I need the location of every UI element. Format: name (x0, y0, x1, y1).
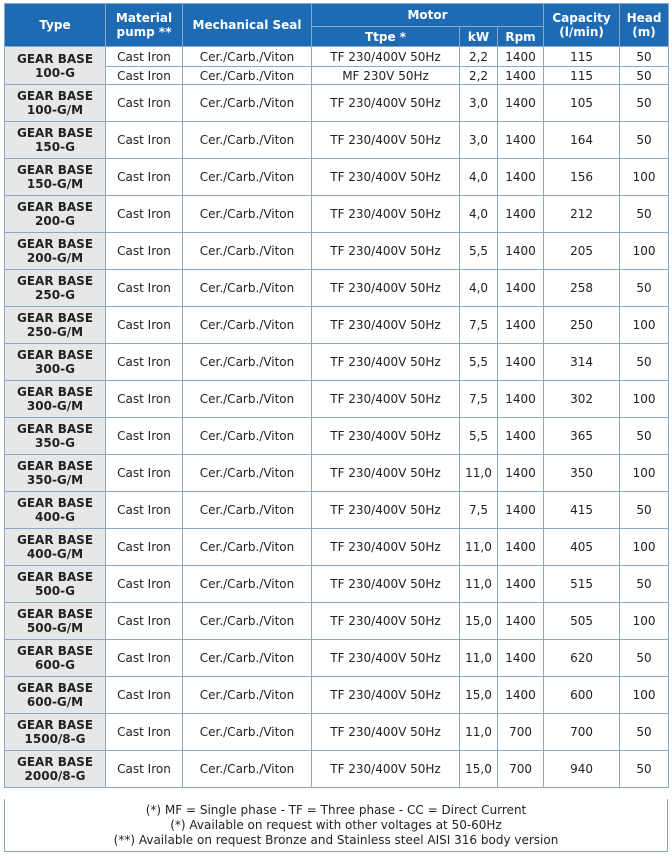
cell-mechanical-seal: Cer./Carb./Viton (183, 47, 312, 67)
cell-head: 50 (620, 270, 669, 307)
cell-type (5, 307, 106, 344)
cell-kw: 7,5 (460, 307, 498, 344)
cell-kw: 11,0 (460, 714, 498, 751)
table-row (5, 233, 669, 270)
cell-rpm: 1400 (498, 122, 544, 159)
cell-motor-type: TF 230/400V 50Hz (312, 603, 460, 640)
type-name-line: GEAR BASE (16, 607, 94, 621)
cell-head: 100 (620, 677, 669, 714)
header-type: Type (5, 4, 106, 47)
cell-capacity: 350 (544, 455, 620, 492)
type-name-line: 600-G/M (26, 695, 84, 709)
cell-capacity: 250 (544, 307, 620, 344)
cell-motor-type: TF 230/400V 50Hz (312, 233, 460, 270)
cell-material: Cast Iron (106, 714, 183, 751)
cell-capacity: 212 (544, 196, 620, 233)
table-row (5, 307, 669, 344)
header-motor: Motor (312, 4, 544, 27)
cell-head: 50 (620, 344, 669, 381)
cell-motor-type: TF 230/400V 50Hz (312, 714, 460, 751)
cell-motor-type: MF 230V 50Hz (312, 67, 460, 85)
table-row (5, 751, 669, 788)
type-name-line: GEAR BASE (16, 274, 94, 288)
cell-type (5, 455, 106, 492)
type-name-line: 100-G/M (26, 103, 84, 117)
cell-rpm: 1400 (498, 566, 544, 603)
cell-type (5, 344, 106, 381)
cell-kw: 5,5 (460, 233, 498, 270)
cell-capacity: 302 (544, 381, 620, 418)
cell-kw: 5,5 (460, 344, 498, 381)
cell-motor-type: TF 230/400V 50Hz (312, 529, 460, 566)
cell-rpm: 1400 (498, 85, 544, 122)
cell-head: 50 (620, 751, 669, 788)
cell-kw: 3,0 (460, 122, 498, 159)
cell-kw: 11,0 (460, 529, 498, 566)
cell-kw: 11,0 (460, 566, 498, 603)
header-material-pump: Material pump ** (106, 4, 183, 47)
cell-material: Cast Iron (106, 159, 183, 196)
table-row (5, 640, 669, 677)
cell-rpm: 1400 (498, 677, 544, 714)
cell-head: 50 (620, 418, 669, 455)
footnote-voltages: (*) Available on request with other voltages at 50-60Hz (170, 818, 502, 832)
cell-head: 50 (620, 196, 669, 233)
cell-mechanical-seal: Cer./Carb./Viton (183, 307, 312, 344)
cell-type (5, 603, 106, 640)
cell-type (5, 122, 106, 159)
cell-rpm: 1400 (498, 455, 544, 492)
cell-head: 100 (620, 381, 669, 418)
cell-mechanical-seal: Cer./Carb./Viton (183, 714, 312, 751)
cell-material: Cast Iron (106, 381, 183, 418)
cell-type (5, 751, 106, 788)
table-row (5, 455, 669, 492)
cell-mechanical-seal: Cer./Carb./Viton (183, 566, 312, 603)
cell-type (5, 529, 106, 566)
type-name-line: GEAR BASE (16, 348, 94, 362)
cell-mechanical-seal: Cer./Carb./Viton (183, 196, 312, 233)
cell-mechanical-seal: Cer./Carb./Viton (183, 418, 312, 455)
cell-rpm: 1400 (498, 529, 544, 566)
cell-motor-type: TF 230/400V 50Hz (312, 455, 460, 492)
cell-capacity: 620 (544, 640, 620, 677)
table-row (5, 85, 669, 122)
header-rpm: Rpm (498, 27, 544, 47)
cell-rpm: 1400 (498, 196, 544, 233)
cell-head: 50 (620, 67, 669, 85)
cell-mechanical-seal: Cer./Carb./Viton (183, 67, 312, 85)
type-name-line: 250-G/M (26, 325, 84, 339)
cell-capacity: 940 (544, 751, 620, 788)
table-row (5, 714, 669, 751)
cell-type (5, 714, 106, 751)
type-name-line: 150-G (35, 140, 75, 154)
cell-capacity: 505 (544, 603, 620, 640)
type-name-line: 500-G/M (26, 621, 84, 635)
cell-capacity: 164 (544, 122, 620, 159)
table-row (5, 603, 669, 640)
cell-mechanical-seal: Cer./Carb./Viton (183, 492, 312, 529)
footnote-phase: (*) MF = Single phase - TF = Three phase - CC = Direct Current (145, 803, 527, 817)
cell-kw: 15,0 (460, 603, 498, 640)
table-body (5, 47, 669, 788)
cell-mechanical-seal: Cer./Carb./Viton (183, 381, 312, 418)
type-name-line: GEAR BASE (16, 570, 94, 584)
cell-material: Cast Iron (106, 233, 183, 270)
type-name-line: GEAR BASE (16, 163, 94, 177)
cell-head: 100 (620, 159, 669, 196)
type-name-line: 600-G (35, 658, 75, 672)
cell-capacity: 156 (544, 159, 620, 196)
cell-head: 100 (620, 455, 669, 492)
type-name-line: 400-G/M (26, 547, 84, 561)
cell-material: Cast Iron (106, 529, 183, 566)
table-row (5, 196, 669, 233)
type-name-line: GEAR BASE (16, 422, 94, 436)
cell-rpm: 1400 (498, 307, 544, 344)
cell-material: Cast Iron (106, 751, 183, 788)
table-row (5, 529, 669, 566)
type-name-line: 300-G (35, 362, 75, 376)
cell-kw: 15,0 (460, 677, 498, 714)
cell-motor-type: TF 230/400V 50Hz (312, 677, 460, 714)
cell-capacity: 115 (544, 67, 620, 85)
type-name-line: 300-G/M (26, 399, 84, 413)
cell-capacity: 515 (544, 566, 620, 603)
type-name-line: GEAR BASE (16, 51, 94, 66)
cell-rpm: 700 (498, 751, 544, 788)
cell-mechanical-seal: Cer./Carb./Viton (183, 344, 312, 381)
cell-capacity: 115 (544, 47, 620, 67)
cell-motor-type: TF 230/400V 50Hz (312, 85, 460, 122)
cell-material: Cast Iron (106, 640, 183, 677)
cell-material: Cast Iron (106, 603, 183, 640)
cell-head: 100 (620, 233, 669, 270)
cell-kw: 5,5 (460, 418, 498, 455)
cell-material: Cast Iron (106, 196, 183, 233)
cell-kw: 2,2 (460, 67, 498, 85)
cell-mechanical-seal: Cer./Carb./Viton (183, 122, 312, 159)
type-name-line: 150-G/M (26, 177, 84, 191)
cell-mechanical-seal: Cer./Carb./Viton (183, 677, 312, 714)
type-name-line: 500-G (35, 584, 75, 598)
header-capacity: Capacity (l/min) (544, 4, 620, 47)
cell-material: Cast Iron (106, 307, 183, 344)
cell-mechanical-seal: Cer./Carb./Viton (183, 603, 312, 640)
footnote-body-version: (**) Available on request Bronze and Stainless steel AISI 316 body version (113, 833, 559, 847)
cell-capacity: 105 (544, 85, 620, 122)
header-mechanical-seal: Mechanical Seal (183, 4, 312, 47)
cell-type (5, 677, 106, 714)
footnotes (4, 799, 668, 852)
type-name-line: GEAR BASE (16, 311, 94, 325)
type-name-line: GEAR BASE (16, 126, 94, 140)
type-name-line: 250-G (35, 288, 75, 302)
type-name-line: 2000/8-G (24, 769, 86, 783)
header-kw: kW (460, 27, 498, 47)
table-row (5, 418, 669, 455)
cell-material: Cast Iron (106, 85, 183, 122)
cell-motor-type: TF 230/400V 50Hz (312, 640, 460, 677)
header-motor-type: Ttpe * (312, 27, 460, 47)
cell-head: 50 (620, 714, 669, 751)
type-name-line: GEAR BASE (16, 496, 94, 510)
cell-capacity: 365 (544, 418, 620, 455)
table-row (5, 159, 669, 196)
cell-type (5, 381, 106, 418)
cell-motor-type: TF 230/400V 50Hz (312, 566, 460, 603)
cell-type (5, 566, 106, 603)
cell-motor-type: TF 230/400V 50Hz (312, 751, 460, 788)
cell-head: 100 (620, 529, 669, 566)
cell-rpm: 1400 (498, 233, 544, 270)
cell-head: 50 (620, 566, 669, 603)
cell-motor-type: TF 230/400V 50Hz (312, 159, 460, 196)
cell-kw: 11,0 (460, 455, 498, 492)
cell-head: 50 (620, 122, 669, 159)
cell-material: Cast Iron (106, 270, 183, 307)
cell-material: Cast Iron (106, 677, 183, 714)
cell-motor-type: TF 230/400V 50Hz (312, 47, 460, 67)
cell-head: 50 (620, 47, 669, 67)
cell-rpm: 700 (498, 714, 544, 751)
cell-material: Cast Iron (106, 122, 183, 159)
table-row (5, 677, 669, 714)
type-name-line: GEAR BASE (16, 533, 94, 547)
type-name-line: GEAR BASE (16, 644, 94, 658)
cell-material: Cast Iron (106, 566, 183, 603)
cell-type (5, 233, 106, 270)
cell-head: 100 (620, 603, 669, 640)
cell-material: Cast Iron (106, 418, 183, 455)
cell-mechanical-seal: Cer./Carb./Viton (183, 455, 312, 492)
cell-motor-type: TF 230/400V 50Hz (312, 492, 460, 529)
cell-kw: 3,0 (460, 85, 498, 122)
cell-head: 50 (620, 492, 669, 529)
cell-mechanical-seal: Cer./Carb./Viton (183, 233, 312, 270)
cell-capacity: 258 (544, 270, 620, 307)
cell-capacity: 314 (544, 344, 620, 381)
type-name-line: 1500/8-G (24, 732, 86, 746)
cell-kw: 4,0 (460, 270, 498, 307)
table-row (5, 566, 669, 603)
cell-mechanical-seal: Cer./Carb./Viton (183, 85, 312, 122)
cell-head: 100 (620, 307, 669, 344)
cell-head: 50 (620, 85, 669, 122)
cell-kw: 4,0 (460, 196, 498, 233)
cell-mechanical-seal: Cer./Carb./Viton (183, 640, 312, 677)
cell-kw: 15,0 (460, 751, 498, 788)
cell-motor-type: TF 230/400V 50Hz (312, 307, 460, 344)
cell-kw: 11,0 (460, 640, 498, 677)
type-name-line: GEAR BASE (16, 385, 94, 399)
type-name-line: GEAR BASE (16, 237, 94, 251)
cell-capacity: 415 (544, 492, 620, 529)
cell-kw: 7,5 (460, 381, 498, 418)
cell-material: Cast Iron (106, 47, 183, 67)
type-name-line: GEAR BASE (16, 681, 94, 695)
table-row (5, 47, 669, 67)
cell-type (5, 85, 106, 122)
type-name-line: 400-G (35, 510, 75, 524)
type-name-line: 350-G (35, 436, 75, 450)
cell-mechanical-seal: Cer./Carb./Viton (183, 159, 312, 196)
cell-material: Cast Iron (106, 492, 183, 529)
cell-rpm: 1400 (498, 67, 544, 85)
cell-rpm: 1400 (498, 381, 544, 418)
cell-kw: 4,0 (460, 159, 498, 196)
table-header (5, 4, 669, 47)
cell-mechanical-seal: Cer./Carb./Viton (183, 529, 312, 566)
cell-motor-type: TF 230/400V 50Hz (312, 122, 460, 159)
type-name-line: 100-G (35, 65, 75, 80)
table-row (5, 492, 669, 529)
cell-material: Cast Iron (106, 455, 183, 492)
table-row (5, 270, 669, 307)
cell-motor-type: TF 230/400V 50Hz (312, 381, 460, 418)
cell-motor-type: TF 230/400V 50Hz (312, 270, 460, 307)
header-head: Head (m) (620, 4, 669, 47)
type-name-line: GEAR BASE (16, 718, 94, 732)
cell-capacity: 700 (544, 714, 620, 751)
type-name-line: 200-G (35, 214, 75, 228)
cell-material: Cast Iron (106, 67, 183, 85)
cell-type (5, 492, 106, 529)
cell-type (5, 640, 106, 677)
cell-material: Cast Iron (106, 344, 183, 381)
cell-kw: 7,5 (460, 492, 498, 529)
cell-mechanical-seal: Cer./Carb./Viton (183, 751, 312, 788)
cell-rpm: 1400 (498, 270, 544, 307)
cell-type (5, 270, 106, 307)
cell-kw: 2,2 (460, 47, 498, 67)
cell-rpm: 1400 (498, 640, 544, 677)
cell-rpm: 1400 (498, 47, 544, 67)
cell-rpm: 1400 (498, 344, 544, 381)
cell-rpm: 1400 (498, 159, 544, 196)
cell-rpm: 1400 (498, 603, 544, 640)
cell-type (5, 47, 106, 85)
cell-head: 50 (620, 640, 669, 677)
cell-rpm: 1400 (498, 418, 544, 455)
cell-rpm: 1400 (498, 492, 544, 529)
cell-motor-type: TF 230/400V 50Hz (312, 418, 460, 455)
type-name-line: 200-G/M (26, 251, 84, 265)
cell-type (5, 418, 106, 455)
cell-capacity: 600 (544, 677, 620, 714)
cell-motor-type: TF 230/400V 50Hz (312, 196, 460, 233)
type-name-line: GEAR BASE (16, 200, 94, 214)
type-name-line: GEAR BASE (16, 89, 94, 103)
type-name-line: GEAR BASE (16, 459, 94, 473)
cell-motor-type: TF 230/400V 50Hz (312, 344, 460, 381)
cell-capacity: 205 (544, 233, 620, 270)
pump-spec-table (4, 3, 669, 788)
type-name-line: GEAR BASE (16, 755, 94, 769)
table-row (5, 344, 669, 381)
cell-type (5, 196, 106, 233)
table-row (5, 381, 669, 418)
cell-mechanical-seal: Cer./Carb./Viton (183, 270, 312, 307)
cell-capacity: 405 (544, 529, 620, 566)
cell-type (5, 159, 106, 196)
type-name-line: 350-G/M (26, 473, 84, 487)
table-row (5, 122, 669, 159)
